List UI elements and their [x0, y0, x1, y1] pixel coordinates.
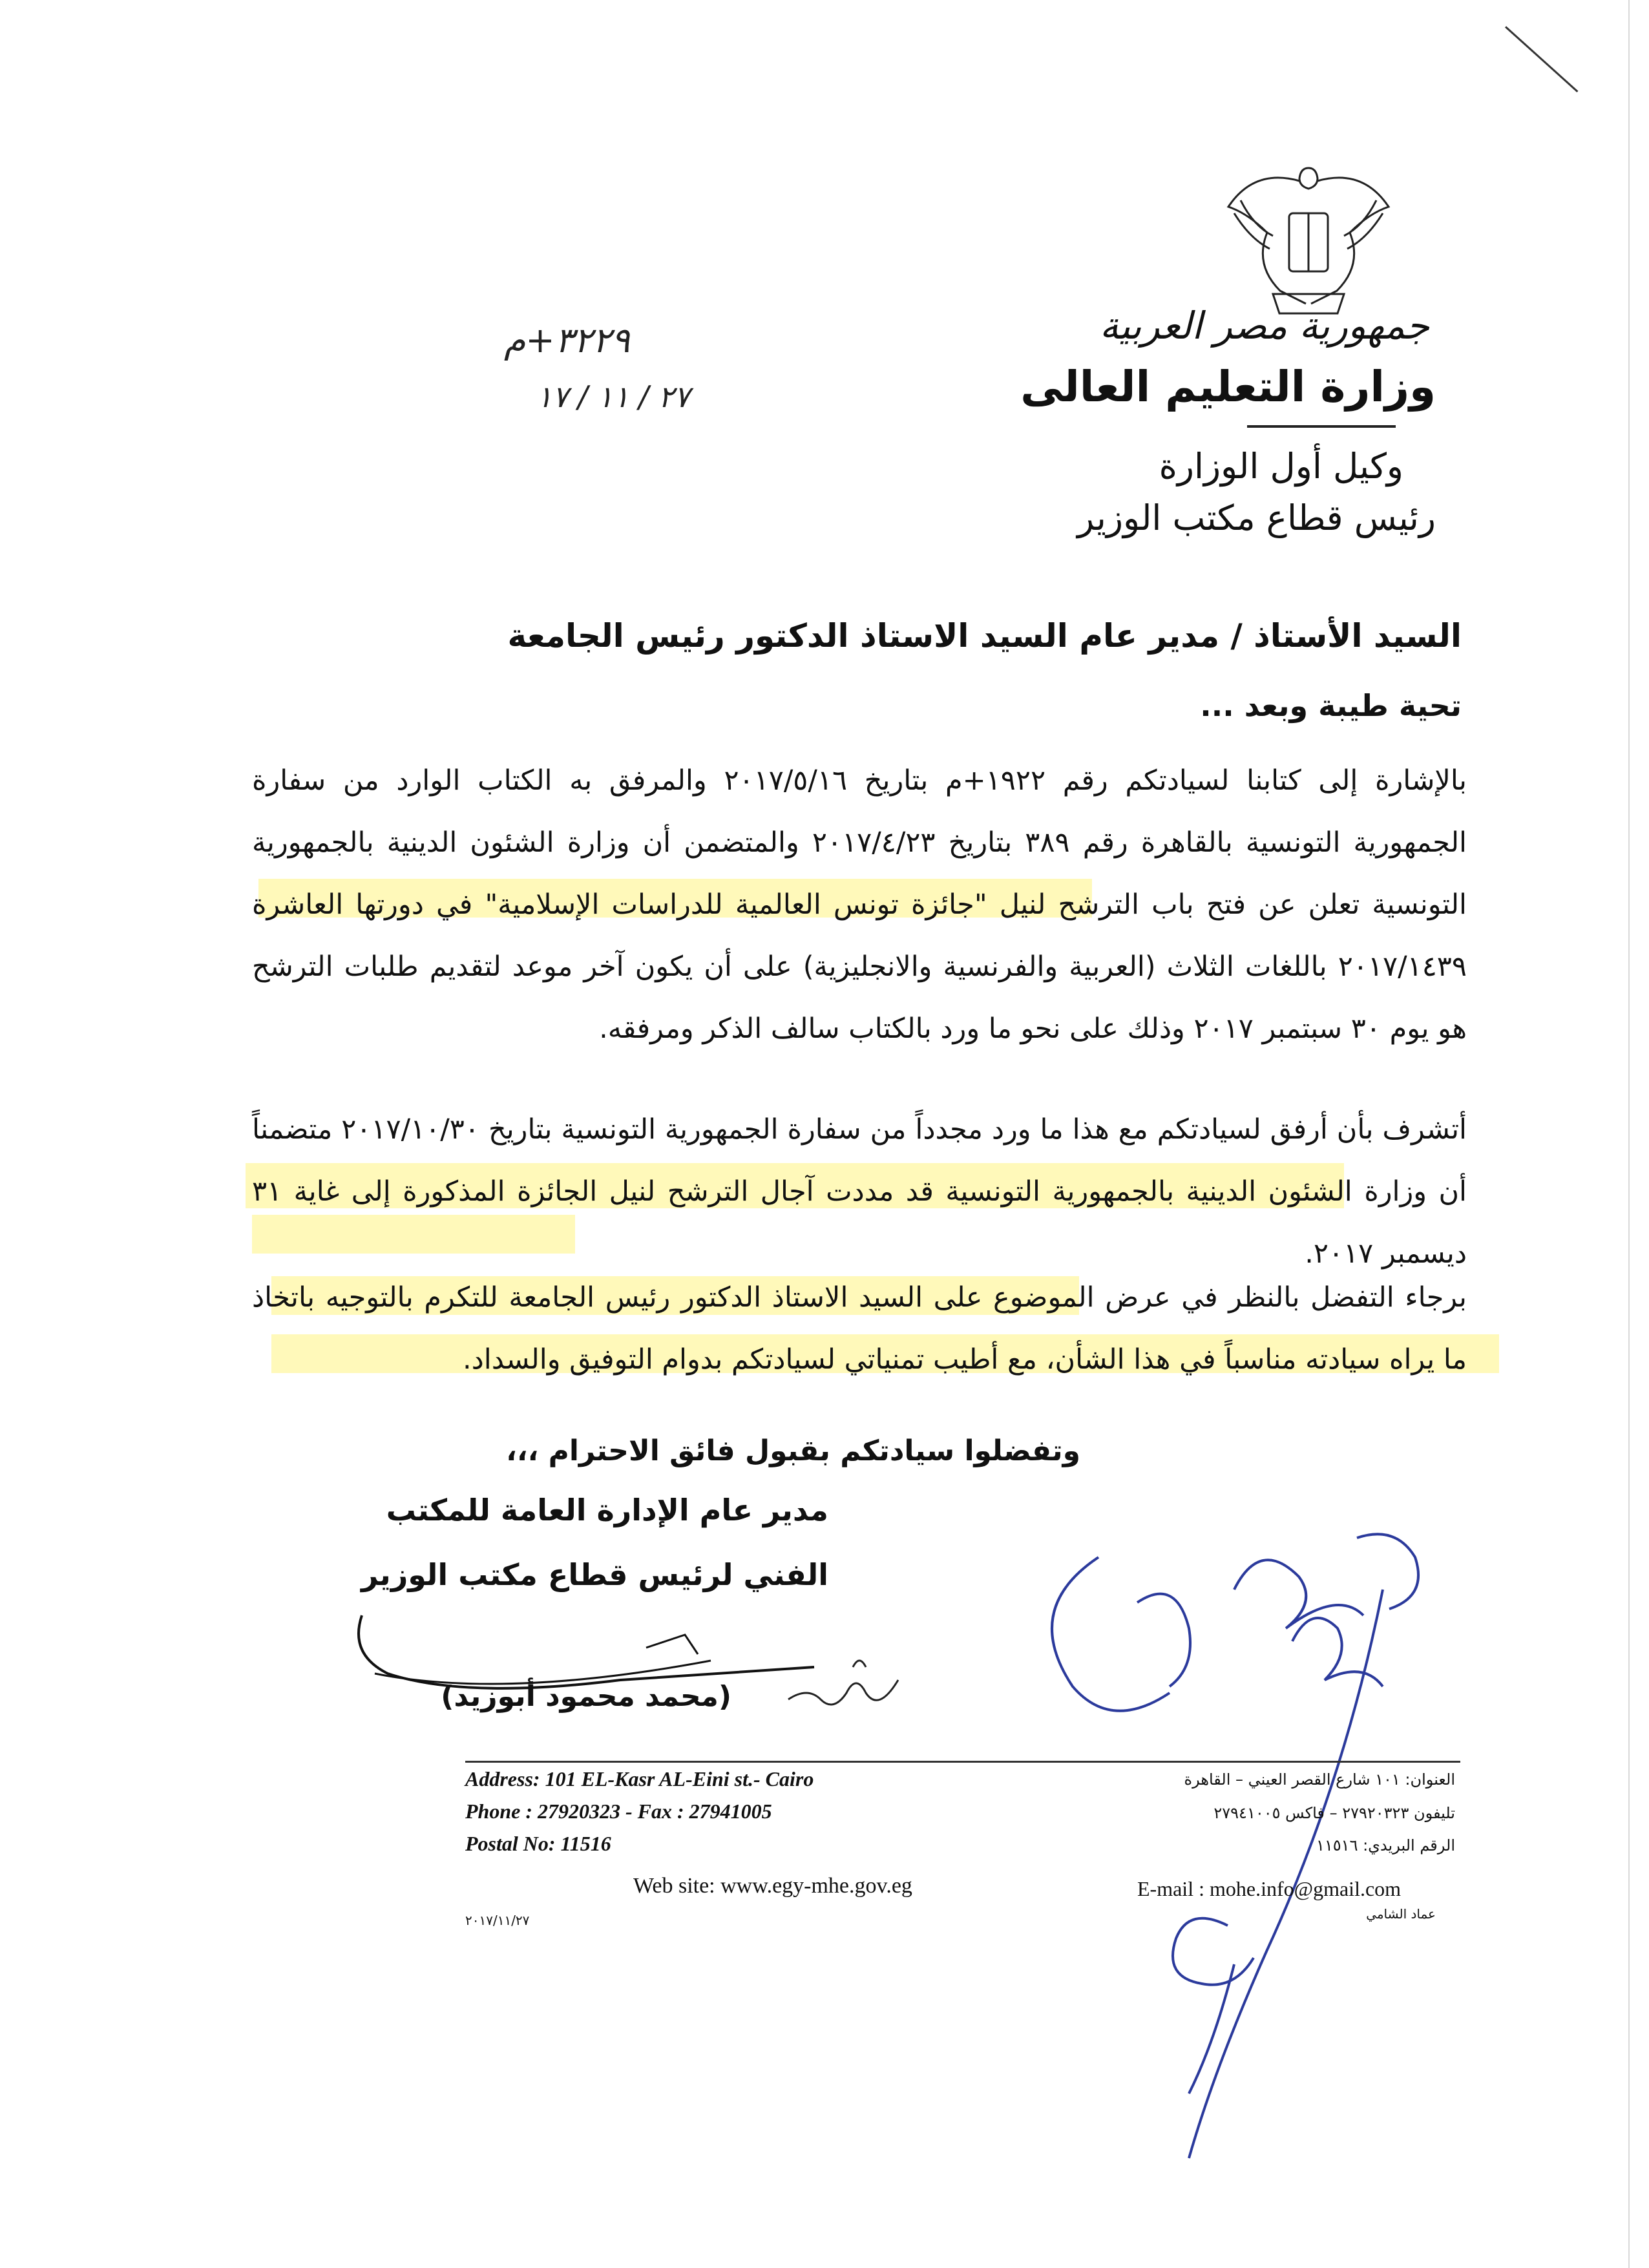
footer-divider: [465, 1761, 1460, 1763]
addressee-line: السيد الأستاذ / مدير عام السيد الاستاذ الدكتور رئيس الجامعة: [507, 617, 1462, 655]
handwritten-line-1: ٣٢٢٩+م: [504, 320, 630, 361]
body-paragraph-2: أتشرف بأن أرفق لسيادتكم مع هذا ما ورد مجدداً من سفارة الجمهورية التونسية بتاريخ ٢٠١٧/١٠/٣٠ متضمناً أن وزارة الشئون الدينية بالجمهورية التونسية قد مددت آجال الترشح لنيل الجائزة المذكورة إلى غاية ٣١ ديسمبر ٢٠١٧.: [252, 1113, 1467, 1270]
footer-address-ar: العنوان: ١٠١ شارع القصر العيني – القاهرة: [1184, 1770, 1455, 1789]
handwritten-reference-note: [491, 310, 762, 420]
footer-phone-en: Phone : 27920323 - Fax : 27941005: [465, 1800, 772, 1823]
footer-postal-ar: الرقم البريدي: ١١٥١٦: [1316, 1836, 1455, 1854]
closing-line: وتفضلوا سيادتكم بقبول فائق الاحترام ،،،: [506, 1434, 1080, 1467]
footer-phone-ar: تليفون ٢٧٩٢٠٣٢٣ – فاكس ٢٧٩٤١٠٠٥: [1213, 1804, 1455, 1822]
signatory-title-line-2: الفني لرئيس قطاع مكتب الوزير: [361, 1557, 828, 1592]
footer-postal-en: Postal No: 11516: [465, 1832, 611, 1855]
footer-website: Web site: www.egy-mhe.gov.eg: [633, 1874, 912, 1898]
footer-clerk-note: عماد الشامي: [1366, 1906, 1436, 1922]
signatory-name: (محمد محمود أبوزيد): [441, 1680, 731, 1713]
signatory-title-line-1: مدير عام الإدارة العامة للمكتب: [386, 1493, 828, 1528]
page-edge-line: [1628, 0, 1630, 2268]
footer-date: ٢٠١٧/١١/٢٧: [465, 1913, 530, 1928]
initials-mark-icon: [775, 1641, 918, 1725]
header-underline: [1247, 425, 1396, 428]
sector-title: رئيس قطاع مكتب الوزير: [1077, 498, 1436, 538]
corner-pen-mark: [1505, 26, 1578, 92]
body-paragraph-1: بالإشارة إلى كتابنا لسيادتكم رقم ١٩٢٢+م بتاريخ ٢٠١٧/٥/١٦ والمرفق به الكتاب الوارد من سفارة الجمهورية التونسية بالقاهرة رقم ٣٨٩ بتاريخ ٢٠١٧/٤/٢٣ والمتضمن أن وزارة الشئون الدينية بالجمهورية التونسية تعلن عن فتح باب الترشح لنيل "جائزة تونس العالمية للدراسات الإسلامية" في دورتها العاشرة ٢٠١٧/١٤٣٩ باللغات الثلاث (العربية والفرنسية والانجليزية) على أن يكون آخر موعد لتقديم طلبات الترشح هو يوم ٣٠ سبتمبر ٢٠١٧ وذلك على نحو ما ورد بالكتاب سالف الذكر ومرفقه.: [252, 764, 1467, 1045]
body-paragraph-3: برجاء التفضل بالنظر في عرض الموضوع على السيد الاستاذ الدكتور رئيس الجامعة للتكرم بالتوجيه باتخاذ ما يراه سيادته مناسباً في هذا الشأن، مع أطيب تمنياتي لسيادتكم بدوام التوفيق والسداد.: [252, 1281, 1467, 1376]
handwritten-line-2: ٢٧ / ١١ / ١٧: [536, 379, 690, 414]
greeting-line: تحية طيبة وبعد ...: [1200, 688, 1462, 723]
footer-email: E-mail : mohe.info@gmail.com: [1137, 1877, 1402, 1900]
footer-address-en: Address: 101 EL-Kasr AL-Eini st.- Cairo: [465, 1767, 814, 1790]
ministry-name: وزارة التعليم العالى: [1020, 362, 1436, 412]
deputy-title: وكيل أول الوزارة: [1159, 446, 1403, 487]
country-name: جمهورية مصر العربية: [1099, 304, 1429, 348]
